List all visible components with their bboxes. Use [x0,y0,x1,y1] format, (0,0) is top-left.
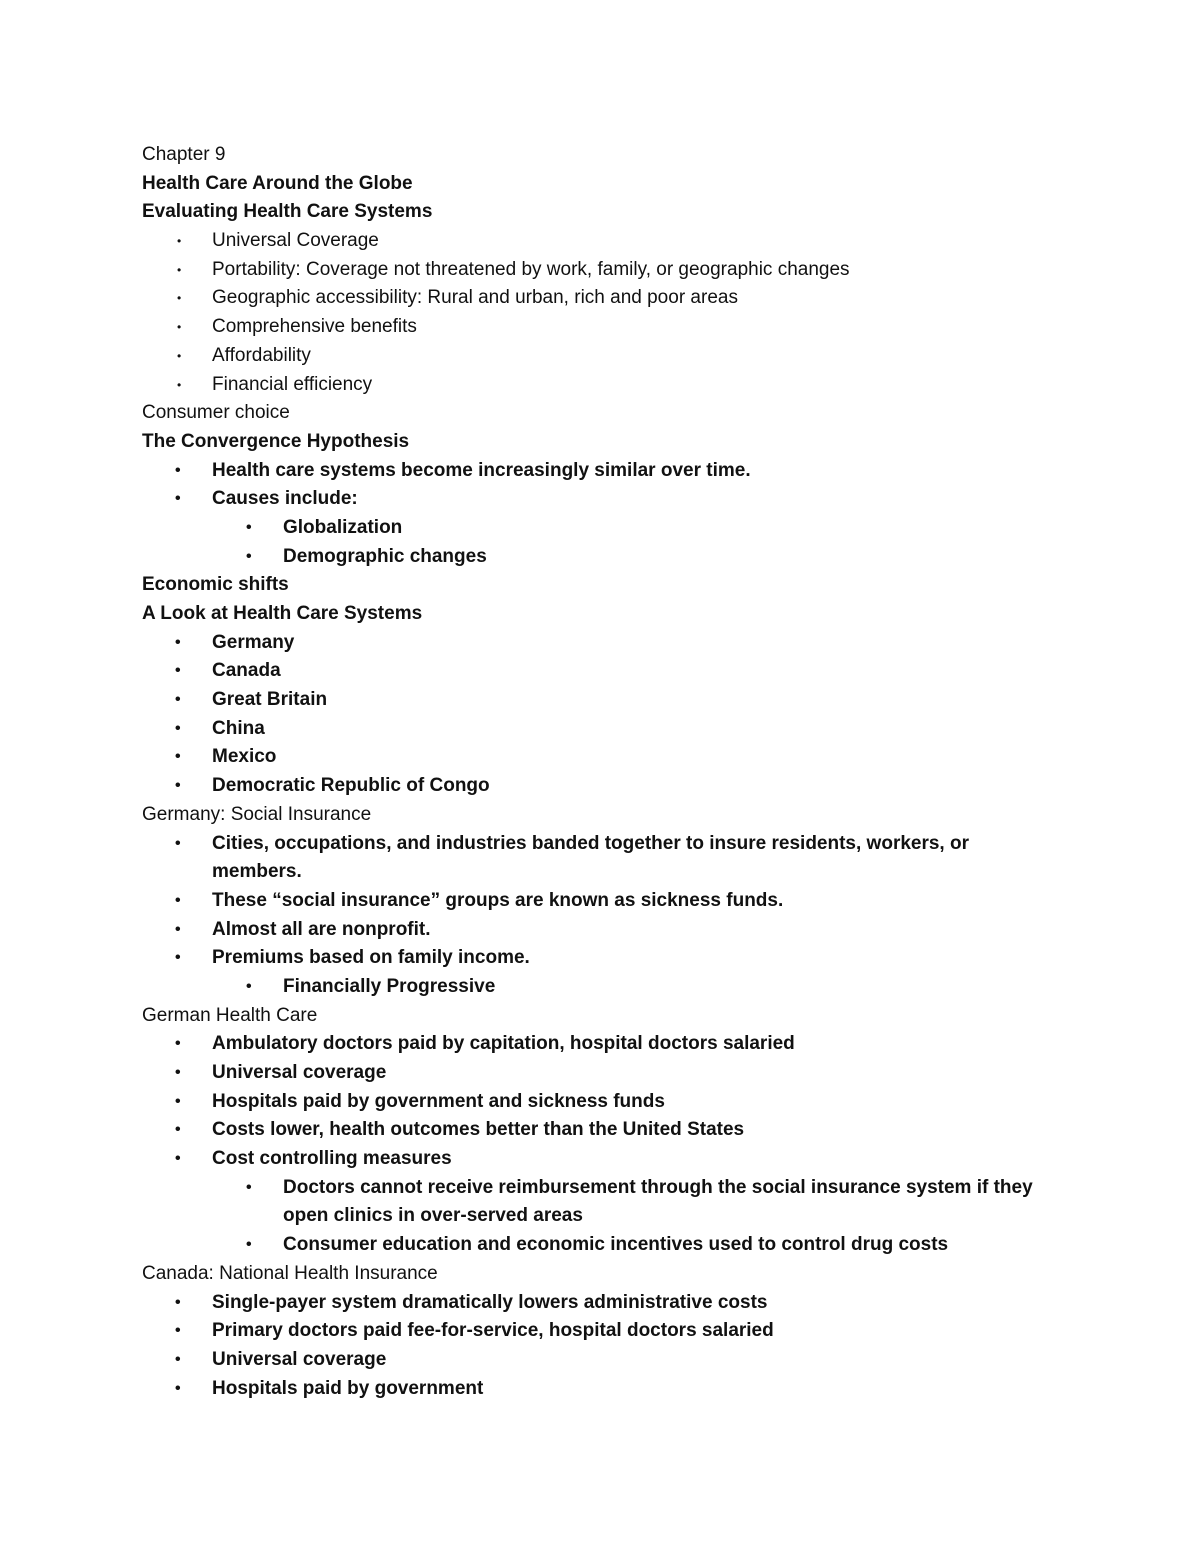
bullet-icon: • [175,1350,181,1368]
bullet-icon: • [246,547,252,565]
bullet-icon: • [177,348,182,363]
list-item: • Universal coverage [142,1346,1062,1375]
section-heading-germany: Germany: Social Insurance [142,803,372,825]
list-item: • Universal coverage [142,1059,1062,1088]
evaluating-list [142,227,1062,399]
chapter-label: Chapter 9 [142,144,226,165]
list-item: • Canada [142,657,1062,686]
bullet-icon: • [175,949,181,967]
bullet-icon: • [246,518,252,536]
list-item: • Geographic accessibility: Rural and urban, rich and poor areas [142,284,1062,313]
bullet-icon: • [175,1293,181,1311]
german-health-care-list [142,1030,1062,1260]
bullet-icon: • [175,920,181,938]
sub-list-item: • Globalization [142,514,1062,543]
list-item: • Democratic Republic of Congo [142,772,1062,801]
bullet-icon: • [246,1178,252,1196]
section-heading-convergence: The Convergence Hypothesis [142,430,410,452]
bullet-icon: • [177,320,182,335]
bullet-icon: • [175,1150,181,1168]
section-heading-canada: Canada: National Health Insurance [142,1262,438,1284]
bullet-icon: • [175,748,181,766]
bullet-icon: • [175,777,181,795]
list-item: • Premiums based on family income. [142,944,1062,973]
list-item: • Almost all are nonprofit. [142,916,1062,945]
list-item: • Hospitals paid by government and sickness funds [142,1088,1062,1117]
document-page [142,141,1062,1403]
list-item: • Primary doctors paid fee-for-service, hospital doctors salaried [142,1317,1062,1346]
list-item: • Mexico [142,743,1062,772]
canada-list [142,1289,1062,1404]
bullet-icon: • [175,662,181,680]
convergence-list [142,457,1062,572]
list-item: • Universal Coverage [142,227,1062,256]
document-title: Health Care Around the Globe [142,172,413,194]
list-item: • Health care systems become increasingly similar over time. [142,457,1062,486]
list-item: • Cities, occupations, and industries banded together to insure residents, workers, or members. [142,830,1062,887]
bullet-icon: • [175,1092,181,1110]
bullet-icon: • [175,1322,181,1340]
economic-shifts-line: Economic shifts [142,574,289,596]
section-heading-german-health-care: German Health Care [142,1004,318,1026]
bullet-icon: • [175,633,181,651]
bullet-icon: • [246,977,252,995]
countries-list [142,629,1062,801]
bullet-icon: • [175,461,181,479]
list-item: • Financial efficiency [142,371,1062,400]
sub-list-item: • Demographic changes [142,543,1062,572]
list-item: • China [142,715,1062,744]
bullet-icon: • [177,234,182,249]
list-item: • Single-payer system dramatically lowers administrative costs [142,1289,1062,1318]
bullet-icon: • [175,1064,181,1082]
bullet-icon: • [175,1035,181,1053]
list-item: • Portability: Coverage not threatened by work, family, or geographic changes [142,256,1062,285]
list-item: • Great Britain [142,686,1062,715]
list-item: • Hospitals paid by government [142,1375,1062,1404]
list-item: • Comprehensive benefits [142,313,1062,342]
germany-list [142,830,1062,1002]
sub-list-item: • Consumer education and economic incentives used to control drug costs [142,1231,1062,1260]
bullet-icon: • [177,262,182,277]
list-item: • Causes include: [142,485,1062,514]
bullet-icon: • [246,1236,252,1254]
list-item: • Cost controlling measures [142,1145,1062,1174]
bullet-icon: • [175,1379,181,1397]
sub-list-item: • Doctors cannot receive reimbursement through the social insurance system if they open clinics in over-served areas [142,1174,1062,1231]
bullet-icon: • [175,490,181,508]
sub-list-item: • Financially Progressive [142,973,1062,1002]
bullet-icon: • [177,377,182,392]
bullet-icon: • [175,891,181,909]
bullet-icon: • [175,1121,181,1139]
bullet-icon: • [177,291,182,306]
bullet-icon: • [175,691,181,709]
list-item: • Germany [142,629,1062,658]
section-heading-evaluating: Evaluating Health Care Systems [142,201,433,223]
bullet-icon: • [175,834,181,852]
section-heading-look: A Look at Health Care Systems [142,603,423,624]
list-item: • Ambulatory doctors paid by capitation, hospital doctors salaried [142,1030,1062,1059]
consumer-choice-line: Consumer choice [142,402,290,424]
list-item: • Costs lower, health outcomes better than the United States [142,1116,1062,1145]
bullet-icon: • [175,719,181,737]
list-item: • These “social insurance” groups are known as sickness funds. [142,887,1062,916]
list-item: • Affordability [142,342,1062,371]
